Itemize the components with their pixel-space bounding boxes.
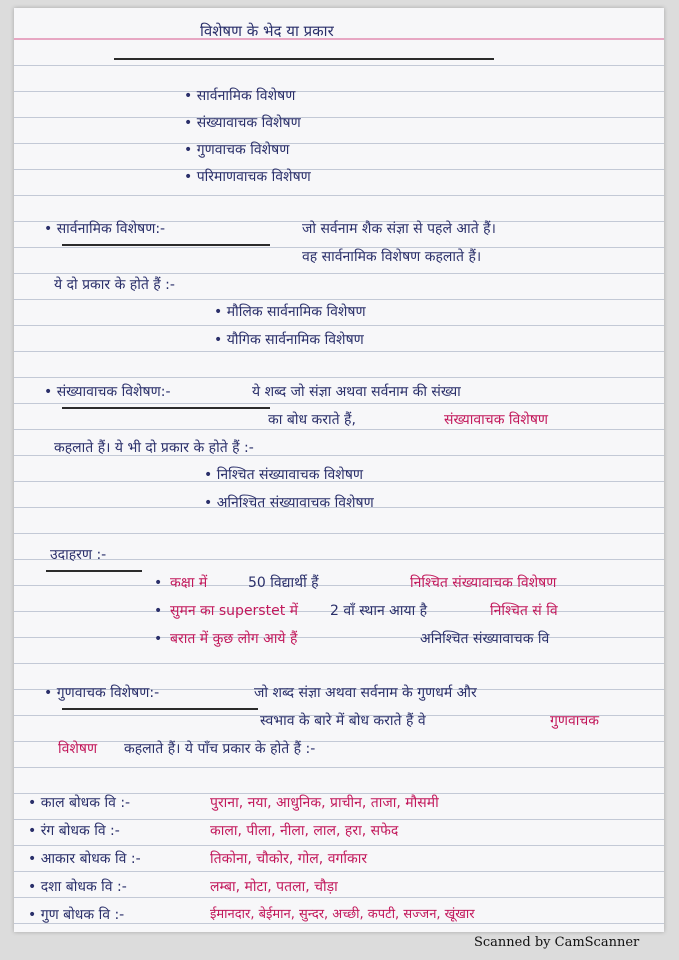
guna-type-label: • आकार बोधक वि :- — [28, 851, 141, 867]
example-classification: अनिश्चित संख्यावाचक वि — [420, 631, 550, 647]
margin-line — [14, 38, 664, 40]
example-sentence: बरात में कुछ लोग आये हैं — [170, 631, 298, 647]
example-bullet: • — [154, 575, 163, 591]
sankhyavachak-definition: का बोध कराते हैं, — [268, 412, 356, 428]
notebook-page — [14, 8, 664, 932]
example-classification: निश्चित सं वि — [490, 603, 558, 619]
example-highlight: 50 विद्यार्थी हैं — [248, 575, 319, 591]
guna-type-examples: पुराना, नया, आधुनिक, प्राचीन, ताजा, मौसमी — [210, 795, 439, 811]
sarvanamik-definition: जो सर्वनाम शैक संज्ञा से पहले आते हैं। — [302, 221, 496, 237]
example-highlight: 2 वाँ स्थान आया है — [330, 603, 428, 619]
examples-heading: उदाहरण :- — [50, 547, 107, 563]
sarvanamik-kind: • यौगिक सार्वनामिक विशेषण — [214, 332, 364, 348]
type-item: • परिमाणवाचक विशेषण — [184, 169, 311, 185]
heading-underline — [62, 708, 258, 710]
sarvanamik-definition: वह सार्वनामिक विशेषण कहलाते हैं। — [302, 249, 482, 265]
guna-type-examples: ईमानदार, बेईमान, सुन्दर, अच्छी, कपटी, सज्जन, खूंखार — [210, 907, 475, 922]
sarvanamik-kinds-intro: ये दो प्रकार के होते हैं :- — [54, 277, 175, 293]
sarvanamik-kind: • मौलिक सार्वनामिक विशेषण — [214, 304, 366, 320]
title-underline — [114, 58, 494, 60]
example-bullet: • — [154, 631, 163, 647]
sankhyavachak-kind: • अनिश्चित संख्यावाचक विशेषण — [204, 495, 374, 511]
section-heading-sarvanamik: • सार्वनामिक विशेषण:- — [44, 221, 166, 237]
guna-type-examples: काला, पीला, नीला, लाल, हरा, सफेद — [210, 823, 399, 839]
heading-underline — [62, 407, 270, 409]
type-item: • गुणवाचक विशेषण — [184, 142, 290, 158]
scanner-watermark: Scanned by CamScanner — [474, 935, 640, 950]
example-sentence: सुमन का superstet में — [170, 603, 299, 619]
guna-type-examples: तिकोना, चौकोर, गोल, वर्गाकार — [210, 851, 368, 867]
heading-underline — [62, 244, 270, 246]
gunavachak-term: गुणवाचक — [550, 713, 600, 729]
sankhyavachak-term: संख्यावाचक विशेषण — [444, 412, 549, 428]
guna-type-label: • काल बोधक वि :- — [28, 795, 131, 811]
example-bullet: • — [154, 603, 163, 619]
guna-type-examples: लम्बा, मोटा, पतला, चौड़ा — [210, 879, 338, 895]
sankhyavachak-kind: • निश्चित संख्यावाचक विशेषण — [204, 467, 364, 483]
gunavachak-definition: जो शब्द संज्ञा अथवा सर्वनाम के गुणधर्म और — [254, 685, 477, 701]
heading-underline — [46, 570, 142, 572]
page-title: विशेषण के भेद या प्रकार — [200, 22, 334, 40]
gunavachak-definition: स्वभाव के बारे में बोध कराते हैं वे — [260, 713, 426, 729]
gunavachak-definition: कहलाते हैं। ये पाँच प्रकार के होते हैं :- — [124, 741, 316, 757]
guna-type-label: • दशा बोधक वि :- — [28, 879, 127, 895]
section-heading-gunavachak: • गुणवाचक विशेषण:- — [44, 685, 160, 701]
sankhyavachak-definition: कहलाते हैं। ये भी दो प्रकार के होते हैं :- — [54, 440, 254, 456]
type-item: • सार्वनामिक विशेषण — [184, 88, 296, 104]
guna-type-label: • गुण बोधक वि :- — [28, 907, 125, 923]
sankhyavachak-definition: ये शब्द जो संज्ञा अथवा सर्वनाम की संख्या — [252, 384, 461, 400]
type-item: • संख्यावाचक विशेषण — [184, 115, 301, 131]
example-sentence: कक्षा में — [170, 575, 208, 591]
example-classification: निश्चित संख्यावाचक विशेषण — [410, 575, 557, 591]
guna-type-label: • रंग बोधक वि :- — [28, 823, 120, 839]
gunavachak-term: विशेषण — [58, 741, 98, 757]
section-heading-sankhyavachak: • संख्यावाचक विशेषण:- — [44, 384, 171, 400]
